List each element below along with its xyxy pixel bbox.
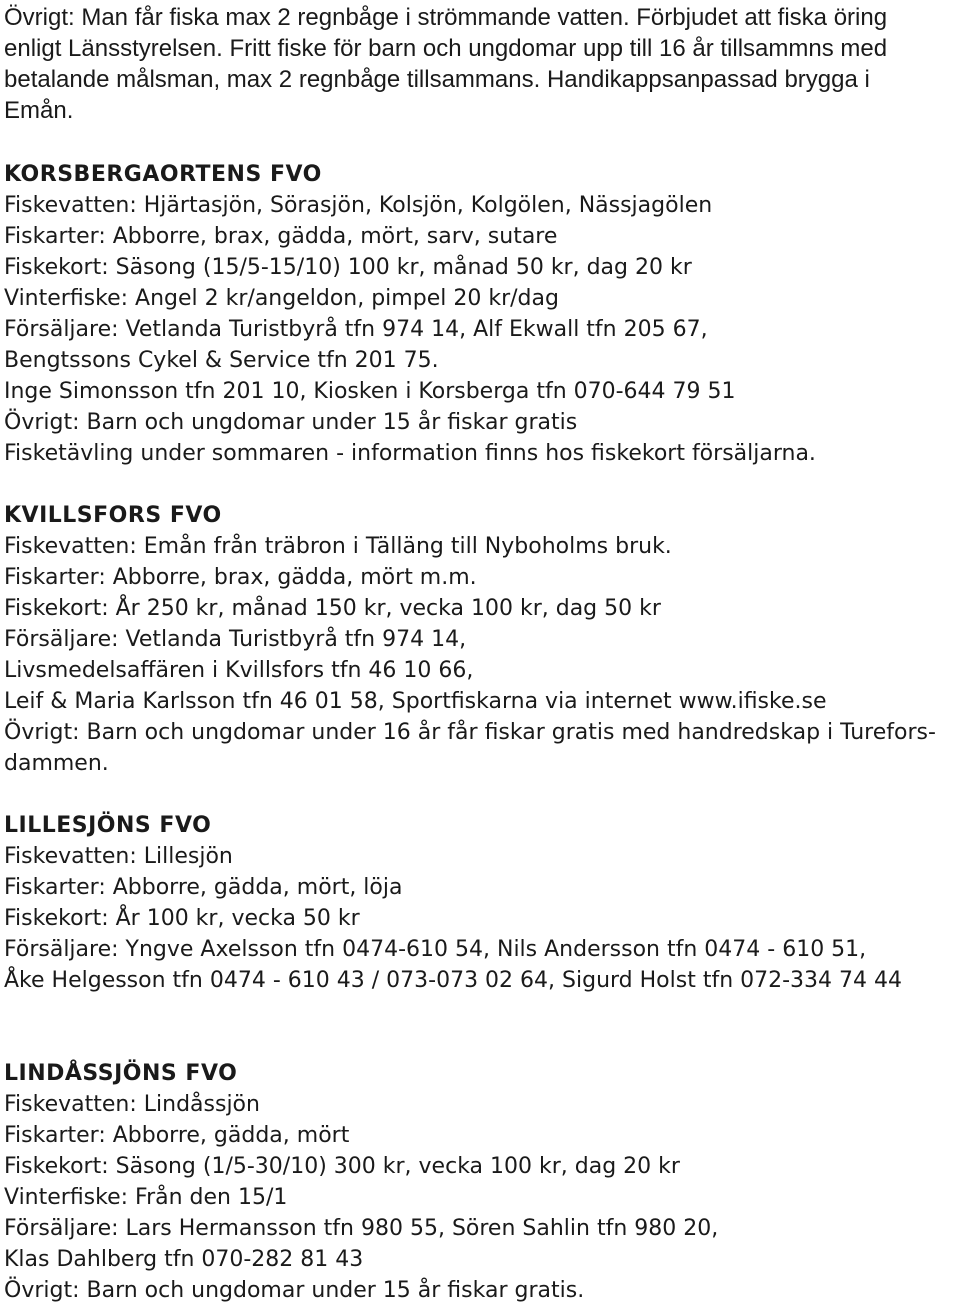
info-line: Fiskevatten: Lillesjön — [4, 844, 233, 869]
info-line: Vinterfiske: Från den 15/1 — [4, 1185, 288, 1210]
info-line: Övrigt: Barn och ungdomar under 15 år fiskar gratis. — [4, 1278, 585, 1303]
section-heading: KORSBERGAORTENS FVO — [4, 162, 322, 187]
info-line: Fiskekort: År 100 kr, vecka 50 kr — [4, 906, 360, 931]
section-heading: LILLESJÖNS FVO — [4, 813, 212, 838]
section-heading: KVILLSFORS FVO — [4, 503, 222, 528]
section-body — [4, 1089, 960, 1306]
intro-line: Övrigt: Man får fiska max 2 regnbåge i strömmande vatten. Förbjudet att fiska öring — [4, 4, 888, 31]
info-line: Fiskarter: Abborre, gädda, mört, löja — [4, 875, 403, 900]
info-line: dammen. — [4, 751, 109, 776]
info-line: Inge Simonsson tfn 201 10, Kiosken i Korsberga tfn 070-644 79 51 — [4, 379, 736, 404]
intro-paragraph — [4, 2, 960, 126]
intro-line: Emån. — [4, 97, 74, 124]
info-line: Bengtssons Cykel & Service tfn 201 75. — [4, 348, 439, 373]
info-line: Fiskevatten: Hjärtasjön, Sörasjön, Kolsjön, Kolgölen, Nässjagölen — [4, 193, 713, 218]
section-heading: LINDÅSSJÖNS FVO — [4, 1061, 238, 1086]
intro-line: enligt Länsstyrelsen. Fritt fiske för barn och ungdomar upp till 16 år tillsammns med — [4, 35, 888, 62]
info-line: Försäljare: Lars Hermansson tfn 980 55, Sören Sahlin tfn 980 20, — [4, 1216, 719, 1241]
info-line: Fiskekort: Säsong (1/5-30/10) 300 kr, vecka 100 kr, dag 20 kr — [4, 1154, 680, 1179]
info-line: Fisketävling under sommaren - information finns hos fiskekort försäljarna. — [4, 441, 816, 466]
info-line: Fiskevatten: Emån från träbron i Tälläng till Nyboholms bruk. — [4, 534, 672, 559]
info-line: Fiskevatten: Lindåssjön — [4, 1092, 260, 1117]
info-line: Klas Dahlberg tfn 070-282 81 43 — [4, 1247, 364, 1272]
section-lillesjons-fvo — [4, 810, 960, 996]
section-body — [4, 841, 960, 996]
intro-line: betalande målsman, max 2 regnbåge tillsammans. Handikappsanpassad brygga i — [4, 66, 870, 93]
info-line: Fiskarter: Abborre, brax, gädda, mört, sarv, sutare — [4, 224, 558, 249]
info-line: Övrigt: Barn och ungdomar under 15 år fiskar gratis — [4, 410, 578, 435]
info-line: Försäljare: Vetlanda Turistbyrå tfn 974 14, Alf Ekwall tfn 205 67, — [4, 317, 708, 342]
info-line: Övrigt: Barn och ungdomar under 16 år får fiskar gratis med handredskap i Turefors- — [4, 720, 936, 745]
info-line: Försäljare: Vetlanda Turistbyrå tfn 974 14, — [4, 627, 467, 652]
info-line: Åke Helgesson tfn 0474 - 610 43 / 073-073 02 64, Sigurd Holst tfn 072-334 74 44 — [4, 968, 903, 993]
section-body — [4, 531, 960, 779]
info-line: Leif & Maria Karlsson tfn 46 01 58, Sportfiskarna via internet www.ifiske.se — [4, 689, 827, 714]
info-line: Försäljare: Yngve Axelsson tfn 0474-610 54, Nils Andersson tfn 0474 - 610 51, — [4, 937, 867, 962]
section-korsbergaortens-fvo — [4, 159, 960, 469]
section-kvillsfors-fvo — [4, 500, 960, 779]
info-line: Livsmedelsaffären i Kvillsfors tfn 46 10 66, — [4, 658, 474, 683]
info-line: Vinterfiske: Angel 2 kr/angeldon, pimpel 20 kr/dag — [4, 286, 559, 311]
info-line: Fiskekort: År 250 kr, månad 150 kr, vecka 100 kr, dag 50 kr — [4, 596, 661, 621]
info-line: Fiskarter: Abborre, gädda, mört — [4, 1123, 350, 1148]
info-line: Fiskekort: Säsong (15/5-15/10) 100 kr, månad 50 kr, dag 20 kr — [4, 255, 692, 280]
section-lindassjons-fvo — [4, 1058, 960, 1306]
info-line: Fiskarter: Abborre, brax, gädda, mört m.m. — [4, 565, 477, 590]
section-body — [4, 190, 960, 469]
